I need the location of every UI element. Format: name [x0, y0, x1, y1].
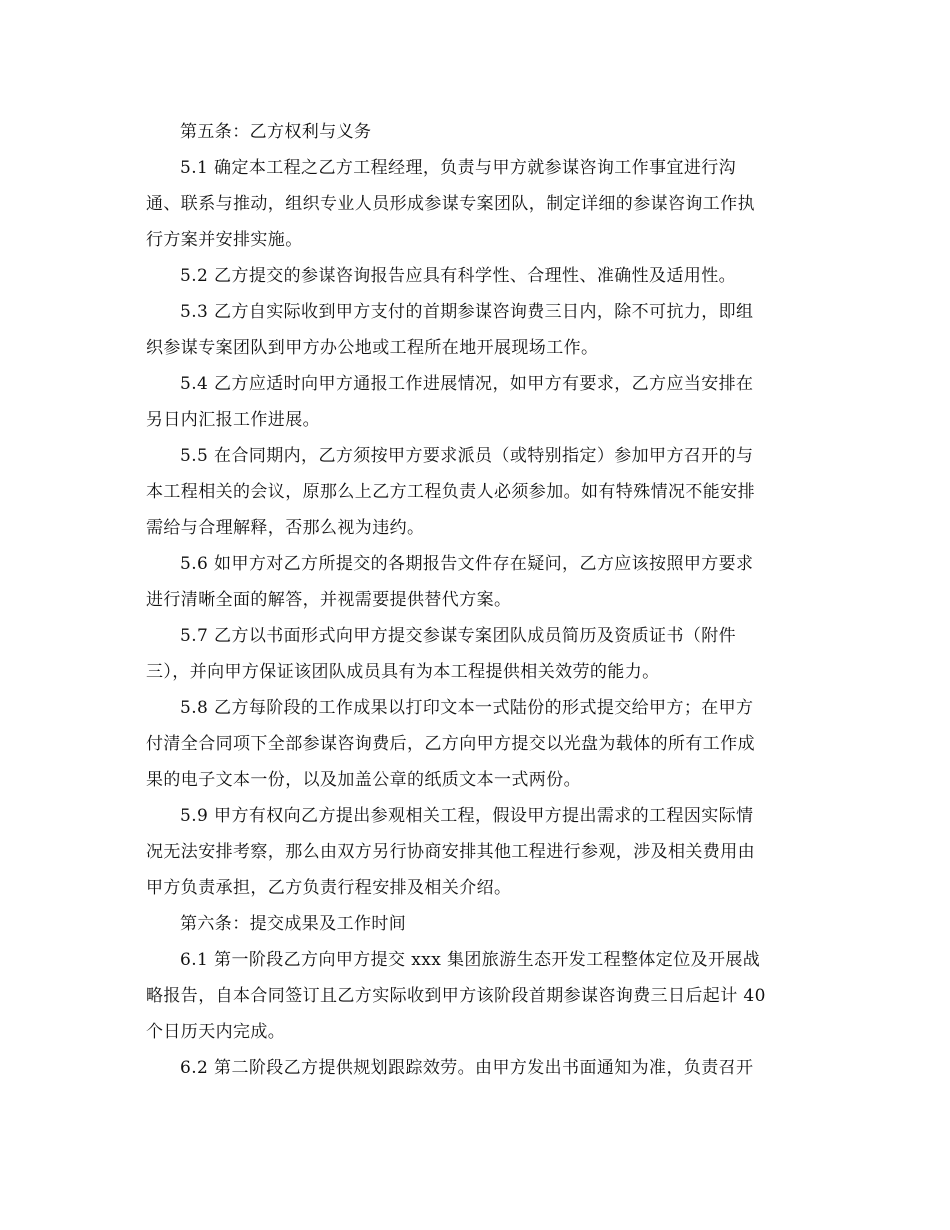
text-line: 5.9 甲方有权向乙方提出参观相关工程，假设甲方提出需求的工程因实际情: [180, 806, 754, 826]
text-line: 另日内汇报工作进展。: [146, 410, 320, 430]
text-line: 5.5 在合同期内，乙方须按甲方要求派员（或特别指定）参加甲方召开的与: [180, 446, 754, 466]
text-line: 织参谋专案团队到甲方办公地或工程所在地开展现场工作。: [146, 338, 599, 358]
paragraph: [146, 114, 806, 150]
text-line: 况无法安排考察，那么由双方另行协商安排其他工程进行参观，涉及相关费用由: [146, 842, 755, 862]
text-line: 略报告，自本合同签订且乙方实际收到甲方该阶段首期参谋咨询费三日后起计 40: [146, 986, 766, 1006]
text-line: 甲方负责承担，乙方负责行程安排及相关介绍。: [146, 878, 512, 898]
paragraph: [146, 366, 806, 438]
text-line: 三），并向甲方保证该团队成员具有为本工程提供相关效劳的能力。: [146, 662, 660, 682]
paragraph: [146, 150, 806, 258]
text-line: 5.3 乙方自实际收到甲方支付的首期参谋咨询费三日内，除不可抗力，即组: [180, 302, 754, 322]
paragraph: [146, 618, 806, 690]
paragraph: [146, 294, 806, 366]
paragraph: [146, 1050, 806, 1086]
paragraph: [146, 258, 806, 294]
text-line: 5.4 乙方应适时向甲方通报工作进展情况，如甲方有要求，乙方应当安排在: [180, 374, 754, 394]
text-line: 5.7 乙方以书面形式向甲方提交参谋专案团队成员简历及资质证书（附件: [180, 626, 737, 646]
paragraph: [146, 906, 806, 942]
text-line: 本工程相关的会议，原那么上乙方工程负责人必须参加。如有特殊情况不能安排: [146, 482, 755, 502]
text-line: 5.1 确定本工程之乙方工程经理，负责与甲方就参谋咨询工作事宜进行沟: [180, 158, 737, 178]
paragraph: [146, 690, 806, 798]
text-line: 个日历天内完成。: [146, 1022, 286, 1042]
text-line: 行方案并安排实施。: [146, 230, 303, 250]
document-body: [146, 114, 806, 1086]
paragraph: [146, 546, 806, 618]
paragraph: [146, 438, 806, 546]
text-line: 付清全合同项下全部参谋咨询费后，乙方向甲方提交以光盘为载体的所有工作成: [146, 734, 755, 754]
text-line: 果的电子文本一份，以及加盖公章的纸质文本一式两份。: [146, 770, 581, 790]
text-line: 5.2 乙方提交的参谋咨询报告应具有科学性、合理性、准确性及适用性。: [180, 266, 737, 286]
text-line: 第六条：提交成果及工作时间: [180, 914, 407, 934]
text-line: 6.1 第一阶段乙方向甲方提交 xxx 集团旅游生态开发工程整体定位及开展战: [180, 950, 761, 970]
text-line: 通、联系与推动，组织专业人员形成参谋专案团队，制定详细的参谋咨询工作执: [146, 194, 755, 214]
text-line: 需给与合理解释，否那么视为违约。: [146, 518, 425, 538]
paragraph: [146, 942, 806, 1050]
paragraph: [146, 798, 806, 906]
text-line: 5.6 如甲方对乙方所提交的各期报告文件存在疑问，乙方应该按照甲方要求: [180, 554, 754, 574]
text-line: 进行清晰全面的解答，并视需要提供替代方案。: [146, 590, 512, 610]
text-line: 5.8 乙方每阶段的工作成果以打印文本一式陆份的形式提交给甲方；在甲方: [180, 698, 754, 718]
text-line: 第五条：乙方权利与义务: [180, 122, 372, 142]
text-line: 6.2 第二阶段乙方提供规划跟踪效劳。由甲方发出书面通知为准，负责召开: [180, 1058, 754, 1078]
